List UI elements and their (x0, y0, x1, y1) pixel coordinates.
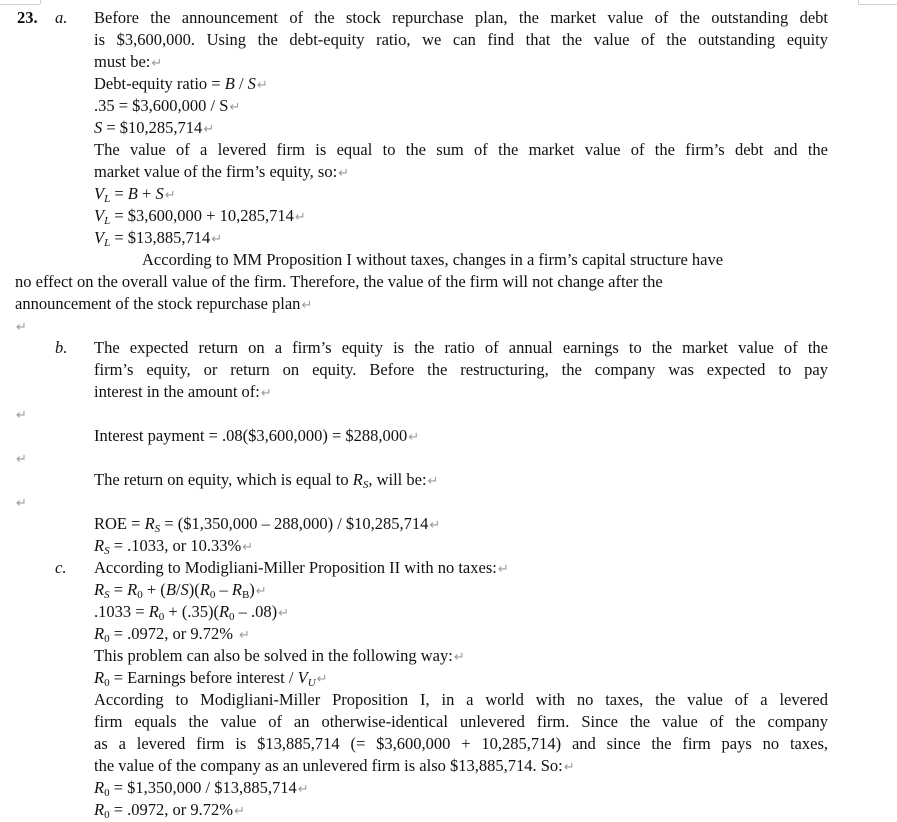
paragraph-mark-icon: ↵ (239, 627, 250, 642)
equation-ratio-value: .35 = $3,600,000 / S↵ (94, 96, 241, 115)
part-a-intro-line-2: is $3,600,000. Using the debt-equity ratio, we can find that the value of the outstanding equity (94, 30, 828, 49)
paragraph-mark-icon: ↵ (229, 99, 241, 114)
empty-paragraph (15, 447, 27, 469)
paragraph-mark-icon: ↵ (427, 473, 439, 488)
equation-mm2: $R_S = R_0 + (B/S)(R_0$ – $R_B)↵$ (94, 580, 267, 601)
part-c-letter: c. (55, 558, 67, 577)
part-a-intro-line-1: Before the announcement of the stock repurchase plan, the market value of the outstanding debt (94, 8, 828, 27)
paragraph-mark-icon: ↵ (242, 539, 254, 554)
paragraph-mark-icon: ↵ (301, 297, 313, 312)
paragraph-mark-icon: ↵ (151, 55, 163, 70)
part-c-mm-line-2: firm equals the value of an otherwise-identical unlevered firm. Since the value of the company (94, 712, 828, 731)
equation-equity-value: S = $10,285,714↵ (94, 118, 215, 137)
equation-r0-definition: $R_0$ = Earnings before interest / $V_U↵$ (94, 668, 328, 689)
equation-r0-final: $R_0 = .0972$, or 9.72%↵ (94, 800, 245, 821)
empty-paragraph (15, 315, 27, 337)
part-b-letter: b. (55, 338, 68, 357)
part-a-intro-line-3: must be:↵ (94, 52, 163, 71)
paragraph-mark-icon: ↵ (211, 231, 223, 246)
paragraph-mark-icon: ↵ (255, 583, 267, 598)
paragraph-mark-icon: ↵ (203, 121, 215, 136)
paragraph-mark-icon: ↵ (234, 803, 245, 818)
part-b-intro-line-2: firm’s equity, or return on equity. Before the restructuring, the company was expected to pay (94, 360, 828, 379)
equation-r0-result: $R_0 = .0972$, or 9.72% ↵ (94, 624, 250, 645)
equation-debt-equity-ratio: Debt-equity ratio = B / S↵ (94, 74, 268, 93)
paragraph-mark-icon: ↵ (278, 605, 290, 620)
part-a-levered-line-1: The value of a levered firm is equal to the sum of the market value of the firm’s debt and the (94, 140, 828, 159)
part-c-mm-line-4: the value of the company as an unlevered firm is also $13,885,714. So:↵ (94, 756, 575, 775)
alternative-method-intro: This problem can also be solved in the following way:↵ (94, 646, 465, 665)
paragraph-mark-icon: ↵ (164, 187, 176, 202)
paragraph-mark-icon: ↵ (260, 385, 272, 400)
page-corner-marks (0, 0, 897, 6)
part-a-letter: a. (55, 8, 68, 27)
paragraph-mark-icon: ↵ (256, 77, 268, 92)
paragraph-mark-icon: ↵ (429, 517, 441, 532)
part-a-levered-line-2: market value of the firm’s equity, so:↵ (94, 162, 350, 181)
problem-number: 23. (17, 8, 38, 27)
equation-mm2-substituted: $.1033 = R_0 + (.35)(R_0$ – .08)↵ (94, 602, 290, 623)
part-b-intro-line-1: The expected return on a firm’s equity is the ratio of annual earnings to the market value of the (94, 338, 828, 357)
paragraph-mark-icon: ↵ (408, 429, 420, 444)
empty-paragraph (15, 403, 27, 425)
paragraph-mark-icon: ↵ (294, 209, 306, 224)
paragraph-mark-icon: ↵ (563, 759, 575, 774)
mm-proposition-line-3: announcement of the stock repurchase plan↵ (15, 294, 313, 313)
part-c-mm-line-3: as a levered firm is $13,885,714 (= $3,600,000 + 10,285,714) and since the firm pays no taxes, (94, 734, 828, 753)
equation-interest-payment: Interest payment = .08($3,600,000) = $288,000↵ (94, 426, 420, 445)
part-b-intro-line-3: interest in the amount of:↵ (94, 382, 272, 401)
part-c-intro: According to Modigliani-Miller Proposition II with no taxes:↵ (94, 558, 509, 577)
mm-proposition-line-2: no effect on the overall value of the firm. Therefore, the value of the firm will not change after the (15, 272, 663, 291)
paragraph-mark-icon: ↵ (16, 319, 27, 334)
paragraph-mark-icon: ↵ (497, 561, 509, 576)
paragraph-mark-icon: ↵ (16, 407, 27, 422)
equation-roe: ROE = $R_S$ = ($1,350,000 – 288,000) / $10,285,714↵ (94, 514, 441, 535)
equation-rs-value: $R_S = .1033$, or 10.33%↵ (94, 536, 254, 557)
paragraph-mark-icon: ↵ (297, 781, 309, 796)
paragraph-mark-icon: ↵ (338, 165, 350, 180)
equation-levered-value: $V_L = B$ + S↵ (94, 184, 176, 205)
paragraph-mark-icon: ↵ (16, 495, 27, 510)
empty-paragraph (15, 491, 27, 513)
equation-r0-calc: $R_0$ = $1,350,000 / $13,885,714↵ (94, 778, 309, 799)
equation-levered-sum: $V_L$ = $3,600,000 + 10,285,714↵ (94, 206, 306, 227)
paragraph-mark-icon: ↵ (16, 451, 27, 466)
roe-intro: The return on equity, which is equal to $R_S$, will be:↵ (94, 470, 439, 491)
equation-levered-total: $V_L$ = $13,885,714↵ (94, 228, 223, 249)
paragraph-mark-icon: ↵ (316, 671, 328, 686)
part-c-mm-line-1: According to Modigliani-Miller Proposition I, in a world with no taxes, the value of a levered (94, 690, 828, 709)
mm-proposition-line-1: According to MM Proposition I without taxes, changes in a firm’s capital structure have (142, 250, 724, 269)
paragraph-mark-icon: ↵ (453, 649, 465, 664)
